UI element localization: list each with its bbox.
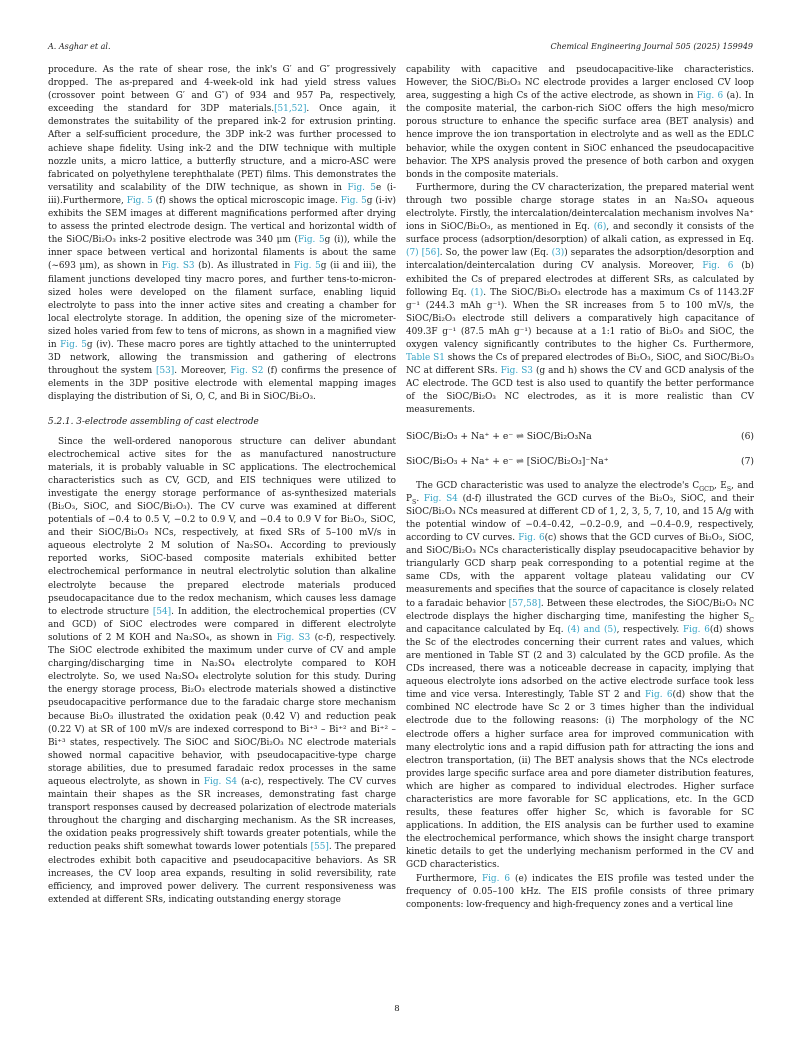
inline-reference-link[interactable]: [55] xyxy=(310,842,329,853)
inline-reference-link[interactable]: Fig. S3 xyxy=(276,632,311,643)
subscript-text: GCD xyxy=(699,485,715,493)
paragraph: Furthermore, Fig. 6 (e) indicates the EIS profile was tested under the frequency of 0.05–100 kHz. The EIS profile consists of three primary components: low-frequency and high-frequency zones and a vertical line xyxy=(406,873,754,910)
paragraph: capability with capacitive and pseudocapacitive-like characteristics. However, the SiOC/Bi₂O₃ NC electrode provides a larger enclosed CV loop area, suggesting a high Cs of the active electrode, as shown in Fig. 6 (a). In the composite material, the carbon-rich SiOC offers the high meso/micro porous structure to enhance the specific surface area (BET analysis) and hence improve the ion transportation in electrolyte and as well as the EDLC behavior, while the oxygen content in SiOC enhanced the pseudocapacitive behavior. The XPS analysis proved the presence of both carbon and oxygen bonds in the composite materials. xyxy=(406,65,755,180)
paragraph: procedure. As the rate of shear rose, the ink's G′ and G″ progressively dropped. The as-prepared and 4-week-old ink had yield stress values (crossover point between G′ and G″) of 934 and 957 Pa, respectively, exceeding the standard for 3DP materials.[51,52]. Once again, it demonstrates the suitability of the prepared ink-2 for extrusion printing. After a self-sufficient procedure, the 3DP ink-2 was further processed to achieve shape fidelity. Using ink-2 and the DIW technique with multiple nozzle units, a micro lattice, a butterfly structure, and a micro-ASC were fabricated on polyethylene terephthalate (PET) films. This demonstrates the versatility and scalability of the DIW technique, as shown in Fig. 5e (i-iii).Furthermore, Fig. 5 (f) shows the optical microscopic image. Fig. 5g (i-iv) exhibits the SEM images at different magnifications performed after drying to assess the printed electrode design. The vertical and horizontal width of the SiOC/Bi₂O₃ inks-2 positive electrode was 340 μm (Fig. 5g (i)), while the inner space between vertical and horizontal filaments is about the same (~693 μm), as shown in Fig. S3 (b). As illustrated in Fig. 5g (ii and iii), the filament junctions developed tiny macro pores, and further tens-to-micron-sized holes were developed on the filament surface, enabling liquid electrolyte to pass into the inner active sites and creating a chamber for local electrolyte storage. In addition, the opening size of the micrometer-sized holes varied from few to tens of microns, as shown in a magnified view in Fig. 5g (iv). These macro pores are tightly attached to the uninterrupted 3D network, allowing the transmission and gathering of electrons throughout the system [53]. Moreover, Fig. S2 (f) confirms the presence of elements in the 3DP positive electrode with elemental mapping images displaying the distribution of Si, O, C, and Bi in SiOC/Bi₂O₃. xyxy=(48,65,397,403)
equation xyxy=(406,430,754,443)
two-column-body xyxy=(48,64,754,912)
inline-reference-link[interactable]: Fig. S3 xyxy=(161,261,195,272)
inline-reference-link[interactable]: Fig. 5 xyxy=(297,235,325,246)
inline-reference-link[interactable]: [53] xyxy=(156,366,175,377)
inline-reference-link[interactable]: Fig. 5 xyxy=(347,182,377,193)
equation-number: (7) xyxy=(740,455,754,467)
inline-reference-link[interactable]: [51,52] xyxy=(274,104,307,115)
subscript-text: C xyxy=(749,616,754,624)
inline-reference-link[interactable]: Fig. 5 xyxy=(60,339,87,350)
section-heading: 5.2.1. 3-electrode assembling of cast electrode xyxy=(48,417,259,428)
page-header xyxy=(48,42,753,51)
equation-number: (6) xyxy=(740,430,754,442)
equation-body: SiOC/Bi₂O₃ + Na⁺ + e⁻ ⇌ [SiOC/Bi₂O₃]⁻Na⁺ xyxy=(406,455,609,467)
running-authors: A. Asghar et al. xyxy=(48,42,111,51)
inline-reference-link[interactable]: Table S1 xyxy=(406,353,445,364)
paragraph: Furthermore, during the CV characterization, the prepared material went through two possible charge storage states in an Na₂SO₄ aqueous electrolyte. Firstly, the intercalation/deintercalation mechanism involves Na⁺ ions in SiOC/Bi₂O₃, as mentioned in Eq. (6), and secondly it consists of the surface process (adsorption/desorption) of alkali cation, as expressed in Eq. (7) [56]. So, the power law (Eq. (3)) separates the adsorption/desorption and intercalation/deintercalation during CV analysis. Moreover, Fig. 6 (b) exhibited the Cs of prepared electrodes at different SRs, as calculated by following Eq. (1). The SiOC/Bi₂O₃ electrode has a maximum Cs of 1143.2F g⁻¹ (244.3 mAh g⁻¹). When the SR increases from 5 to 100 mV/s, the SiOC/Bi₂O₃ electrode still delivers a comparatively high capacitance of 409.3F g⁻¹ (87.5 mAh g⁻¹) because at a 1:1 ratio of Bi₂O₃ and SiOC, the oxygen valency significantly contributes to the higher Cs. Furthermore, Table S1 shows the Cs of prepared electrodes of Bi₂O₃, SiOC, and SiOC/Bi₂O₃ NC at different SRs. Fig. S3 (g and h) shows the CV and GCD analysis of the AC electrode. The GCD test is also used to quantify the better performance of the SiOC/Bi₂O₃ NC electrodes, as it is more realistic than CV measurements. xyxy=(406,182,755,416)
inline-reference-link[interactable]: [54] xyxy=(152,606,172,617)
inline-reference-link[interactable]: [56] xyxy=(421,248,440,259)
page-footer xyxy=(0,1004,794,1014)
subscript-text: S xyxy=(726,485,732,493)
inline-reference-link[interactable]: (4) and (5) xyxy=(567,624,617,635)
page-number: 8 xyxy=(394,1004,400,1014)
inline-reference-link[interactable]: (6) xyxy=(593,222,607,233)
inline-reference-link[interactable]: Fig. 6 xyxy=(702,261,734,272)
inline-reference-link[interactable]: Fig. 6 xyxy=(481,873,511,884)
inline-reference-link[interactable]: Fig. 6 xyxy=(696,91,724,102)
inline-reference-link[interactable]: Fig. S3 xyxy=(500,366,533,377)
paragraph: Since the well-ordered nanoporous structure can deliver abundant electrochemical active sites for the as manufactured nanostructure materials, it is probably valuable in SC applications. The electrochemical characteristics such as CV, GCD, and EIS techniques were utilized to investigate the energy storage performance of as-synthesized materials (Bi₂O₃, SiOC, and SiOC/Bi₂O₃). The CV curve was examined at different potentials of −0.4 to 0.5 V, −0.2 to 0.9 V, and −0.4 to 0.9 V for Bi₂O₃, SiOC, and their SiOC/Bi₂O₃ NCs, respectively, at fixed SRs of 5–100 mV/s in aqueous electrolyte 2 M solution of Na₂SO₄. According to previously reported works, SiOC-based composite materials exhibited better electrochemical performance in neutral electrolytic solution than alkaline electrolyte because the prepared electrode materials produced pseudocapacitance due to the redox mechanism, which causes less damage to electrode structure [54]. In addition, the electrochemical properties (CV and GCD) of SiOC electrodes were compared in different electrolyte solutions of 2 M KOH and Na₂SO₄, as shown in Fig. S3 (c-f), respectively. The SiOC electrode exhibited the maximum under curve of CV and ample charging/discharging time in Na₂SO₄ electrolyte compared to KOH electrolyte. So, we used Na₂SO₄ electrolyte solution for this study. During the energy storage process, Bi₂O₃ electrode materials showed a distinctive pseudocapacitive performance due to the faradaic charge store mechanism because Bi₂O₃ illustrated the oxidation peak (0.42 V) and reduction peak (0.22 V) at SR of 100 mV/s are indexed correspond to Bi⁺³ – Bi⁺² and Bi⁺² – Bi⁺³ states, respectively. The SiOC and SiOC/Bi₂O₃ NC electrode materials showed normal capacitive behavior, with pseudocapacitive-type charge storage abilities, due to presumed faradaic redox processes in the same aqueous electrolyte, as shown in Fig. S4 (a-c), respectively. The CV curves maintain their shapes as the SR increases, demonstrating fast charge transport responses caused by decreased polarization of electrode materials throughout the charging and discharging mechanism. As the SR increases, the oxidation peaks progressively shift towards greater potentials, while the reduction peaks shift somewhat towards lower potentials [55]. The prepared electrodes exhibit both capacitive and pseudocapacitive behaviors. As SR increases, the CV loop area expands, resulting in solid reversibility, rate efficiency, and improved power delivery. The current responsiveness was extended at different SRs, indicating outstanding energy storage xyxy=(48,436,397,905)
inline-reference-link[interactable]: Fig. S2 xyxy=(230,366,264,377)
left-column xyxy=(48,64,396,912)
inline-reference-link[interactable]: (1) xyxy=(470,287,484,298)
inline-reference-link[interactable]: Fig. S4 xyxy=(423,493,458,504)
inline-reference-link[interactable]: [57,58] xyxy=(508,598,541,609)
inline-reference-link[interactable]: Fig. S4 xyxy=(203,776,238,787)
inline-reference-link[interactable]: Fig. 6 xyxy=(645,690,673,701)
journal-citation: Chemical Engineering Journal 505 (2025) 159949 xyxy=(550,42,753,51)
inline-reference-link[interactable]: Fig. 6 xyxy=(682,624,710,635)
paragraph: The GCD characteristic was used to analyze the electrode's $C_{GCD}$, $E_S$, and $P_S$. Fig. S4 (d-f) illustrated the GCD curves of the Bi₂O₃, SiOC, and their SiOC/Bi₂O₃ NCs measured at different CD of 1, 2, 3, 5, 7, 10, and 15 A/g with the potential window of −0.4–0.42, −0.2–0.9, and −0.4–0.9, respectively, according to CV curves. Fig. 6(c) shows that the GCD curves of Bi₂O₃, SiOC, and SiOC/Bi₂O₃ NCs characteristically display pseudocapacitive behavior by triangularly GCD sharp peak corresponding to a potential regime at the same CDs, with the apparent voltage plateau validating our CV measurements and specifies that the source of capacitance is closely related to a faradaic behavior [57,58]. Between these electrodes, the SiOC/Bi₂O₃ NC electrode displays the higher discharging time, manifesting the higher $S_C$ and capacitance calculated by Eq. (4) and (5), respectively. Fig. 6(d) shows the Sc of the electrodes concerning their current rates and values, which are mentioned in Table ST (2 and 3) calculated by the GCD profile. As the CDs increased, there was a noticeable decrease in capacity, implying that aqueous electrolyte ions adsorbed on the active electrode surface took less time and vice versa. Interestingly, Table ST 2 and Fig. 6(d) show that the combined NC electrode have Sc 2 or 3 times higher than the individual electrode due to the following reasons: (i) The morphology of the NC electrode offers a higher surface area for improved communication with many electrolytic ions and a rapid diffusion path for attracting the ions and electron transportation, (ii) The BET analysis shows that the NCs electrode provides large specific surface area and pore diameter distribution features, which are higher as compared to individual electrodes. Higher surface characteristics are more favorable for SC applications, etc. In the GCD results, these features offer higher Sc, which is favorable for SC applications. In addition, the EIS analysis can be further used to examine the electrochemical performance, which shows the insight charge transport kinetic details to get the underlying mechanism performed in the CV and GCD characteristics. xyxy=(406,480,754,871)
equation xyxy=(406,455,754,468)
right-column xyxy=(406,64,754,912)
subscript-text: S xyxy=(411,498,417,506)
equation-body: SiOC/Bi₂O₃ + Na⁺ + e⁻ ⇌ SiOC/Bi₂O₃Na xyxy=(406,430,592,442)
inline-reference-link[interactable]: Fig. 5 xyxy=(126,195,153,206)
inline-reference-link[interactable]: Fig. 5 xyxy=(340,195,367,206)
inline-reference-link[interactable]: Fig. 5 xyxy=(293,261,321,272)
inline-reference-link[interactable]: (3) xyxy=(551,248,565,259)
inline-reference-link[interactable]: Fig. 6 xyxy=(518,533,545,544)
inline-reference-link[interactable]: (7) xyxy=(406,248,419,259)
